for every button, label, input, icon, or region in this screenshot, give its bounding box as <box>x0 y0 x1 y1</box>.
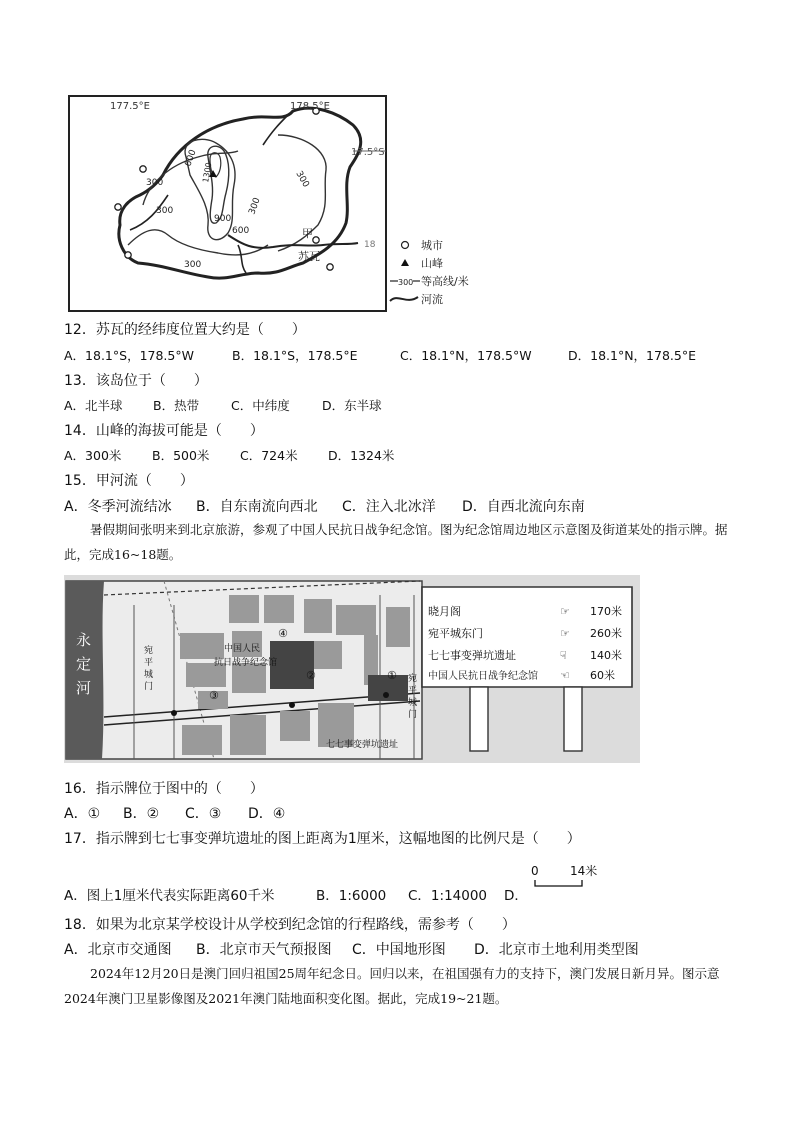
sign-arrow-icon: ☞ <box>560 605 570 618</box>
gate-left-label: 门 <box>144 682 154 692</box>
gate-left-label: 城 <box>144 670 154 680</box>
option[interactable]: A．北京市交通图 <box>64 942 172 958</box>
question-14-options <box>64 446 394 464</box>
option[interactable]: D．自西北流向东南 <box>462 499 585 515</box>
gate-right-label: 宛 <box>408 674 418 684</box>
option[interactable]: C．中纬度 <box>231 398 290 413</box>
intro-16-18: 暑假期间张明来到北京旅游，参观了中国人民抗日战争纪念馆。图为纪念馆周边地区示意图及街道某处的指示牌。据此，完成16~18题。 <box>64 522 728 562</box>
question-14: 14．山峰的海拔可能是（ ） <box>64 423 264 439</box>
sign-dist: 140米 <box>590 649 622 662</box>
option[interactable]: B．北京市天气预报图 <box>196 942 332 958</box>
legend-city: 城市 <box>421 239 443 252</box>
lon-left-label: 177.5°E <box>110 101 150 112</box>
lon-right-label: 178.5°E <box>290 101 330 112</box>
option[interactable]: B．1:6000 <box>316 888 387 904</box>
city-marker <box>327 264 333 270</box>
option[interactable]: B．热带 <box>153 398 200 413</box>
intro-19-21: 2024年12月20日是澳门回归祖国25周年纪念日。回归以来，在祖国强有力的支持下，澳门发展日新月异。图示意2024年澳门卫星影像图及2021年澳门陆地面积变化图。据此，完成19~21题。 <box>64 966 720 1006</box>
sign-dist: 60米 <box>590 669 615 682</box>
gate-right-label: 城 <box>408 698 418 708</box>
river-label: 定 <box>76 655 92 673</box>
contour-label: 900 <box>214 214 232 224</box>
city-suva-label: 苏瓦 <box>298 250 320 263</box>
option[interactable]: D．1324米 <box>328 448 395 463</box>
museum-label: 中国人民 <box>224 644 261 654</box>
question-15-options <box>64 496 585 516</box>
question-18: 18．如果为北京某学校设计从学校到纪念馆的行程路线，需参考（ ） <box>64 917 516 933</box>
scale-zero: 0 <box>531 864 539 878</box>
question-13: 13．该岛位于（ ） <box>64 373 208 389</box>
option[interactable]: C．③ <box>185 806 222 822</box>
option[interactable]: D．东半球 <box>322 398 382 413</box>
sign-name: 宛平城东门 <box>428 627 483 640</box>
river-jia-label: 甲 <box>302 227 313 240</box>
option[interactable]: B．自东南流向西北 <box>196 499 318 515</box>
option[interactable]: B．500米 <box>152 448 210 463</box>
marker-3: ③ <box>209 689 219 702</box>
scale-value: 14米 <box>570 864 598 878</box>
contour-label: 1300 <box>201 161 214 184</box>
option[interactable]: C．1:14000 <box>408 888 488 904</box>
question-15: 15．甲河流（ ） <box>64 473 194 489</box>
city-marker <box>125 252 131 258</box>
gate-left-label: 平 <box>144 658 154 668</box>
sign-dist: 170米 <box>590 605 622 618</box>
question-17-options <box>64 884 528 904</box>
sign-arrow-icon: ☟ <box>560 649 567 662</box>
city-suva-marker <box>313 237 319 243</box>
lat-label: 17.5°S <box>351 147 385 158</box>
option[interactable]: C．724米 <box>240 448 298 463</box>
sign-name: 晓月阁 <box>428 605 461 618</box>
question-17: 17．指示牌到七七事变弹坑遗址的图上距离为1厘米，这幅地图的比例尺是（ ） <box>64 831 581 847</box>
option[interactable]: A．图上1厘米代表实际距离60千米 <box>64 888 275 904</box>
site-label: 七七事变弹坑遗址 <box>326 740 399 750</box>
option[interactable]: D．北京市土地利用类型图 <box>474 942 639 958</box>
question-18-options <box>64 939 639 959</box>
option[interactable]: B．② <box>123 806 160 822</box>
legend-river: 河流 <box>421 293 443 306</box>
option[interactable]: D． <box>504 888 528 904</box>
option[interactable]: A．北半球 <box>64 398 123 413</box>
sign-name: 中国人民抗日战争纪念馆 <box>428 671 538 682</box>
marker-4: ④ <box>278 627 288 640</box>
contour-label: 300 <box>156 206 174 216</box>
scale-bar <box>520 862 610 892</box>
contour-label: 600 <box>232 226 250 236</box>
legend-peak: 山峰 <box>421 257 443 270</box>
gate-right-label: 门 <box>408 710 418 720</box>
memorial-area-map <box>64 575 640 763</box>
option[interactable]: C．中国地形图 <box>352 942 446 958</box>
sign-arrow-icon: ☞ <box>560 627 570 640</box>
marker-2: ② <box>306 669 316 682</box>
river-label: 永 <box>76 631 92 649</box>
question-12: 12．苏瓦的经纬度位置大约是（ ） <box>64 322 306 338</box>
option[interactable]: A．① <box>64 806 101 822</box>
city-marker <box>140 166 146 172</box>
contour-label: 600 <box>183 148 199 169</box>
question-13-options <box>64 396 382 414</box>
contour-label: 300 <box>146 178 164 188</box>
question-16: 16．指示牌位于图中的（ ） <box>64 781 264 797</box>
contour-label: 300 <box>293 169 311 190</box>
sign-name: 七七事变弹坑遗址 <box>428 649 516 662</box>
contour-label: 300 <box>184 260 202 270</box>
legend-contour: 等高线/米 <box>421 275 469 288</box>
option[interactable]: C．18.1°N，178.5°W <box>400 348 532 363</box>
option[interactable]: C．注入北冰洋 <box>342 499 436 515</box>
gate-left-label: 宛 <box>144 646 154 656</box>
option[interactable]: A．冬季河流结冰 <box>64 499 172 515</box>
question-12-options <box>64 346 696 364</box>
option[interactable]: A．300米 <box>64 448 122 463</box>
legend-contour-sample: 300 <box>398 278 414 287</box>
river-label: 河 <box>76 679 92 697</box>
option[interactable]: B．18.1°S，178.5°E <box>232 348 358 363</box>
option[interactable]: D．18.1°N，178.5°E <box>568 348 696 363</box>
sign-arrow-icon: ☜ <box>560 669 570 682</box>
question-16-options <box>64 803 285 823</box>
gate-right-label: 平 <box>408 686 418 696</box>
sign-dist: 260米 <box>590 627 622 640</box>
city-marker <box>115 204 121 210</box>
option[interactable]: A．18.1°S，178.5°W <box>64 348 194 363</box>
marker-1: ① <box>387 669 397 682</box>
island-contour-map <box>68 95 478 313</box>
museum-label: 抗日战争纪念馆 <box>214 658 278 668</box>
lat-partial-label: 18 <box>364 240 376 250</box>
option[interactable]: D．④ <box>248 806 286 822</box>
contour-label: 300 <box>247 196 263 217</box>
